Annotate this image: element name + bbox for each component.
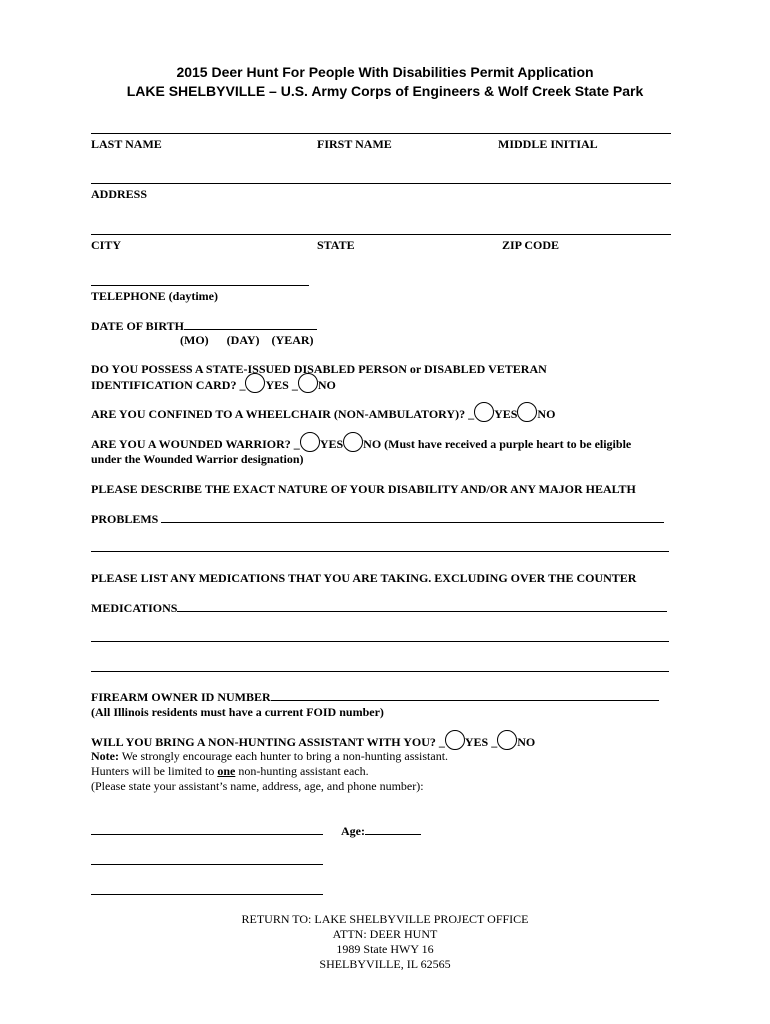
- age-label: Age:: [341, 824, 365, 838]
- assistant-question: WILL YOU BRING A NON-HUNTING ASSISTANT WITH YOU? _: [91, 735, 445, 749]
- return-line3: 1989 State HWY 16: [336, 942, 434, 956]
- q3-no-label: NO (Must have received a purple heart to be eligible: [363, 437, 632, 451]
- dob-field: [91, 318, 317, 334]
- note-label: Note:: [91, 749, 119, 763]
- foid-field: [91, 689, 659, 705]
- q2-no-circle[interactable]: [517, 402, 537, 422]
- q1-yes-label: YES: [265, 378, 289, 392]
- city-label: CITY: [91, 238, 122, 252]
- q1-line1: DO YOU POSSESS A STATE-ISSUED DISABLED PERSON or DISABLED VETERAN: [91, 362, 547, 376]
- assistant-no-label: NO: [517, 735, 536, 749]
- medications-label: MEDICATIONS: [91, 601, 178, 615]
- q3-yes-label: YES: [319, 437, 344, 451]
- medications-line1: PLEASE LIST ANY MEDICATIONS THAT YOU ARE TAKING. EXCLUDING OVER THE COUNTER: [91, 571, 637, 585]
- assistant-no-circle[interactable]: [497, 730, 517, 750]
- name-line[interactable]: [91, 133, 671, 134]
- last-name-label: LAST NAME: [91, 137, 162, 151]
- limit-post: non-hunting assistant each.: [235, 764, 369, 778]
- q2-no-label: NO: [537, 407, 556, 421]
- assistant-note: [91, 749, 448, 764]
- middle-initial-label: MIDDLE INITIAL: [498, 137, 598, 151]
- q2-yes-label: YES: [494, 407, 518, 421]
- q3-line2: under the Wounded Warrior designation): [91, 452, 304, 466]
- q3-yes-circle[interactable]: [300, 432, 320, 452]
- return-line4: SHELBYVILLE, IL 62565: [319, 957, 451, 971]
- q1-yes-circle[interactable]: [245, 373, 265, 393]
- dob-input-line[interactable]: [184, 318, 317, 330]
- form-subtitle: LAKE SHELBYVILLE – U.S. Army Corps of Engineers & Wolf Creek State Park: [126, 83, 644, 99]
- age-field: [341, 823, 421, 839]
- q1-text: IDENTIFICATION CARD? _: [91, 378, 246, 392]
- q3-no-circle[interactable]: [343, 432, 363, 452]
- return-line1: RETURN TO: LAKE SHELBYVILLE PROJECT OFFICE: [241, 912, 529, 926]
- problems-line-2[interactable]: [91, 551, 669, 552]
- q2-line: [91, 407, 555, 422]
- assistant-yes-label: YES: [464, 735, 489, 749]
- telephone-line[interactable]: [91, 285, 309, 286]
- q1-no-circle[interactable]: [298, 373, 318, 393]
- dob-parts: (MO) (DAY) (YEAR): [180, 333, 314, 347]
- return-line2: ATTN: DEER HUNT: [332, 927, 438, 941]
- medications-line-3[interactable]: [91, 671, 669, 672]
- dob-label: DATE OF BIRTH: [91, 319, 184, 333]
- note-text: We strongly encourage each hunter to bring a non-hunting assistant.: [118, 749, 449, 763]
- state-label: STATE: [317, 238, 355, 252]
- assistant-address-line[interactable]: [91, 864, 323, 865]
- problems-input-line[interactable]: [161, 511, 664, 523]
- zip-label: ZIP CODE: [502, 238, 560, 252]
- telephone-label: TELEPHONE (daytime): [91, 289, 219, 303]
- q2-text: ARE YOU CONFINED TO A WHEELCHAIR (NON-AMBULATORY)? _: [91, 407, 475, 421]
- disability-line1: PLEASE DESCRIBE THE EXACT NATURE OF YOUR DISABILITY AND/OR ANY MAJOR HEALTH: [91, 482, 636, 496]
- address-label: ADDRESS: [91, 187, 148, 201]
- medications-input-line[interactable]: [177, 600, 667, 612]
- foid-input-line[interactable]: [271, 689, 659, 701]
- q1-line2: IDENTIFICATION CARD? _ YES _ NO: [91, 378, 336, 393]
- first-name-label: FIRST NAME: [317, 137, 392, 151]
- q3-line: [91, 437, 631, 452]
- assistant-phone-line[interactable]: [91, 894, 323, 895]
- medications-line2: [91, 600, 667, 616]
- medications-line-2[interactable]: [91, 641, 669, 642]
- address-line[interactable]: [91, 183, 671, 184]
- assistant-question-line: WILL YOU BRING A NON-HUNTING ASSISTANT WITH YOU? _ YES _ NO: [91, 735, 535, 750]
- foid-note: (All Illinois residents must have a current FOID number): [91, 705, 384, 719]
- q2-yes-circle[interactable]: [474, 402, 494, 422]
- limit-one: one: [217, 764, 236, 778]
- assistant-yes-circle[interactable]: [445, 730, 465, 750]
- foid-label: FIREARM OWNER ID NUMBER: [91, 690, 271, 704]
- limit-pre: Hunters will be limited to: [91, 764, 218, 778]
- problems-label: PROBLEMS: [91, 512, 159, 526]
- disability-line2: [91, 511, 664, 527]
- assistant-instructions: (Please state your assistant’s name, address, age, and phone number):: [91, 779, 424, 793]
- age-input-line[interactable]: [365, 823, 421, 835]
- q3-text: ARE YOU A WOUNDED WARRIOR? _: [91, 437, 300, 451]
- assistant-name-line[interactable]: [91, 834, 323, 835]
- q1-no-label: NO: [317, 378, 336, 392]
- form-title: 2015 Deer Hunt For People With Disabilities Permit Application: [176, 64, 594, 80]
- assistant-limit: [91, 764, 369, 779]
- city-line[interactable]: [91, 234, 671, 235]
